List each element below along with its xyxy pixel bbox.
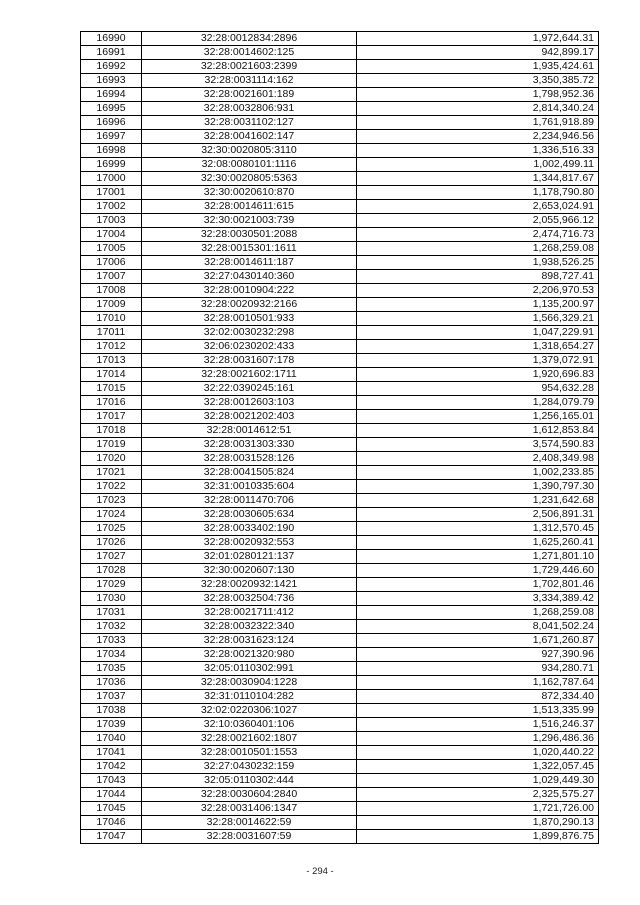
amount-cell: 1,336,516.33 [357,144,599,158]
table-row [81,620,599,634]
cadastral-number-cell: 32:28:0031607:178 [142,354,357,368]
amount-cell: 1,516,246.37 [357,718,599,732]
amount-cell: 2,653,024.91 [357,200,599,214]
table-row [81,284,599,298]
cadastral-number-cell: 32:28:0014612:51 [142,424,357,438]
row-number-cell: 17008 [81,284,142,298]
amount-cell: 1,231,642.68 [357,494,599,508]
amount-cell: 1,938,526.25 [357,256,599,270]
table-row [81,718,599,732]
cadastral-number-cell: 32:28:0010501:933 [142,312,357,326]
row-number-cell: 17005 [81,242,142,256]
amount-cell: 1,029,449.30 [357,774,599,788]
cadastral-number-cell: 32:28:0015301:1611 [142,242,357,256]
table-row [81,424,599,438]
table-row [81,550,599,564]
amount-cell: 1,798,952.36 [357,88,599,102]
row-number-cell: 17045 [81,802,142,816]
amount-cell: 1,268,259.08 [357,242,599,256]
amount-cell: 1,513,335.99 [357,704,599,718]
table-row [81,592,599,606]
row-number-cell: 17016 [81,396,142,410]
cadastral-number-cell: 32:30:0020805:5363 [142,172,357,186]
cadastral-number-cell: 32:05:0110302:991 [142,662,357,676]
row-number-cell: 16998 [81,144,142,158]
row-number-cell: 17040 [81,732,142,746]
row-number-cell: 17039 [81,718,142,732]
cadastral-number-cell: 32:28:0032806:931 [142,102,357,116]
cadastral-number-cell: 32:28:0014611:615 [142,200,357,214]
amount-cell: 2,408,349.98 [357,452,599,466]
row-number-cell: 17034 [81,648,142,662]
table-row [81,690,599,704]
amount-cell: 1,135,200.97 [357,298,599,312]
table-row [81,200,599,214]
cadastral-number-cell: 32:28:0031406:1347 [142,802,357,816]
cadastral-number-cell: 32:28:0010904:222 [142,284,357,298]
cadastral-number-cell: 32:31:0110104:282 [142,690,357,704]
table-row [81,242,599,256]
amount-cell: 2,234,946.56 [357,130,599,144]
amount-cell: 1,002,499.11 [357,158,599,172]
row-number-cell: 17021 [81,466,142,480]
cadastral-number-cell: 32:10:0360401:106 [142,718,357,732]
table-row [81,298,599,312]
row-number-cell: 17026 [81,536,142,550]
amount-cell: 1,761,918.89 [357,116,599,130]
table-row [81,508,599,522]
row-number-cell: 17030 [81,592,142,606]
cadastral-number-cell: 32:27:0430140:360 [142,270,357,284]
amount-cell: 927,390.96 [357,648,599,662]
amount-cell: 1,344,817.67 [357,172,599,186]
table-row [81,536,599,550]
table-row [81,438,599,452]
table-row [81,340,599,354]
table-row [81,662,599,676]
table-row [81,452,599,466]
amount-cell: 1,972,644.31 [357,32,599,46]
amount-cell: 1,318,654.27 [357,340,599,354]
cadastral-number-cell: 32:28:0041505:824 [142,466,357,480]
amount-cell: 898,727.41 [357,270,599,284]
amount-cell: 2,325,575.27 [357,788,599,802]
row-number-cell: 17003 [81,214,142,228]
cadastral-number-cell: 32:28:0031102:127 [142,116,357,130]
row-number-cell: 17013 [81,354,142,368]
row-number-cell: 17036 [81,676,142,690]
amount-cell: 1,379,072.91 [357,354,599,368]
amount-cell: 2,506,891.31 [357,508,599,522]
row-number-cell: 17046 [81,816,142,830]
table-row [81,746,599,760]
row-number-cell: 16992 [81,60,142,74]
row-number-cell: 17042 [81,760,142,774]
cadastral-number-cell: 32:28:0030605:634 [142,508,357,522]
table-row [81,354,599,368]
amount-cell: 1,566,329.21 [357,312,599,326]
amount-cell: 1,178,790.80 [357,186,599,200]
cadastral-number-cell: 32:28:0014602:125 [142,46,357,60]
page-number: - 294 - [306,866,334,877]
cadastral-number-cell: 32:28:0041602:147 [142,130,357,144]
cadastral-number-cell: 32:28:0030904:1228 [142,676,357,690]
cadastral-number-cell: 32:31:0010335:604 [142,480,357,494]
row-number-cell: 17044 [81,788,142,802]
row-number-cell: 17033 [81,634,142,648]
row-number-cell: 17020 [81,452,142,466]
row-number-cell: 16991 [81,46,142,60]
amount-cell: 1,920,696.83 [357,368,599,382]
cadastral-number-cell: 32:06:0230202:433 [142,340,357,354]
row-number-cell: 17000 [81,172,142,186]
cadastral-number-cell: 32:27:0430232:159 [142,760,357,774]
row-number-cell: 17032 [81,620,142,634]
amount-cell: 1,047,229.91 [357,326,599,340]
table-row [81,396,599,410]
amount-cell: 1,729,446.60 [357,564,599,578]
cadastral-number-cell: 32:28:0031607:59 [142,830,357,844]
amount-cell: 1,721,726.00 [357,802,599,816]
amount-cell: 2,055,966.12 [357,214,599,228]
row-number-cell: 17047 [81,830,142,844]
table-row [81,270,599,284]
cadastral-number-cell: 32:28:0030501:2088 [142,228,357,242]
table-row [81,144,599,158]
row-number-cell: 17043 [81,774,142,788]
table-row [81,130,599,144]
amount-cell: 3,574,590.83 [357,438,599,452]
table-row [81,326,599,340]
row-number-cell: 17037 [81,690,142,704]
cadastral-number-cell: 32:28:0031623:124 [142,634,357,648]
cadastral-number-cell: 32:08:0080101:1116 [142,158,357,172]
cadastral-number-cell: 32:28:0012834:2896 [142,32,357,46]
row-number-cell: 16997 [81,130,142,144]
table-row [81,172,599,186]
cadastral-number-cell: 32:28:0031303:330 [142,438,357,452]
row-number-cell: 17035 [81,662,142,676]
cadastral-number-cell: 32:28:0014622:59 [142,816,357,830]
cadastral-number-cell: 32:28:0021320:980 [142,648,357,662]
row-number-cell: 17038 [81,704,142,718]
table-row [81,60,599,74]
amount-cell: 1,256,165.01 [357,410,599,424]
table-row [81,116,599,130]
table-row [81,802,599,816]
amount-cell: 3,350,385.72 [357,74,599,88]
table-row [81,648,599,662]
row-number-cell: 17015 [81,382,142,396]
table-row [81,228,599,242]
amount-cell: 954,632.28 [357,382,599,396]
row-number-cell: 17029 [81,578,142,592]
table-row [81,676,599,690]
cadastral-number-cell: 32:28:0021602:1711 [142,368,357,382]
table-row [81,32,599,46]
cadastral-number-cell: 32:28:0021202:403 [142,410,357,424]
row-number-cell: 17018 [81,424,142,438]
table-row [81,774,599,788]
cadastral-number-cell: 32:28:0021603:2399 [142,60,357,74]
row-number-cell: 16990 [81,32,142,46]
amount-cell: 1,271,801.10 [357,550,599,564]
amount-cell: 1,612,853.84 [357,424,599,438]
table-row [81,480,599,494]
table-row [81,312,599,326]
cadastral-number-cell: 32:28:0020932:1421 [142,578,357,592]
table-row [81,732,599,746]
row-number-cell: 17009 [81,298,142,312]
table-row [81,186,599,200]
cadastral-number-cell: 32:28:0031114:162 [142,74,357,88]
cadastral-number-cell: 32:30:0020610:870 [142,186,357,200]
amount-cell: 1,322,057.45 [357,760,599,774]
cadastral-number-cell: 32:28:0030604:2840 [142,788,357,802]
amount-cell: 942,899.17 [357,46,599,60]
cadastral-number-cell: 32:28:0021602:1807 [142,732,357,746]
table-row [81,816,599,830]
row-number-cell: 17004 [81,228,142,242]
table-row [81,102,599,116]
row-number-cell: 17014 [81,368,142,382]
row-number-cell: 17011 [81,326,142,340]
table-row [81,578,599,592]
data-table [80,31,599,844]
cadastral-number-cell: 32:28:0010501:1553 [142,746,357,760]
cadastral-number-cell: 32:28:0021711:412 [142,606,357,620]
row-number-cell: 17023 [81,494,142,508]
table-row [81,88,599,102]
row-number-cell: 17001 [81,186,142,200]
row-number-cell: 17012 [81,340,142,354]
amount-cell: 872,334.40 [357,690,599,704]
table-row [81,704,599,718]
table-row [81,410,599,424]
cadastral-number-cell: 32:28:0012603:103 [142,396,357,410]
cadastral-number-cell: 32:28:0020932:2166 [142,298,357,312]
row-number-cell: 16993 [81,74,142,88]
amount-cell: 1,671,260.87 [357,634,599,648]
table-row [81,466,599,480]
amount-cell: 934,280.71 [357,662,599,676]
table-row [81,46,599,60]
cadastral-number-cell: 32:28:0032322:340 [142,620,357,634]
cadastral-number-cell: 32:28:0032504:736 [142,592,357,606]
row-number-cell: 16994 [81,88,142,102]
amount-cell: 8,041,502.24 [357,620,599,634]
cadastral-number-cell: 32:30:0021003:739 [142,214,357,228]
row-number-cell: 17002 [81,200,142,214]
amount-cell: 1,284,079.79 [357,396,599,410]
row-number-cell: 16996 [81,116,142,130]
amount-cell: 1,935,424.61 [357,60,599,74]
table-row [81,606,599,620]
amount-cell: 1,312,570.45 [357,522,599,536]
cadastral-number-cell: 32:28:0033402:190 [142,522,357,536]
table-row [81,382,599,396]
amount-cell: 1,268,259.08 [357,606,599,620]
cadastral-number-cell: 32:28:0020932:553 [142,536,357,550]
cadastral-number-cell: 32:01:0280121:137 [142,550,357,564]
cadastral-number-cell: 32:22:0390245:161 [142,382,357,396]
table-row [81,522,599,536]
row-number-cell: 17024 [81,508,142,522]
cadastral-number-cell: 32:28:0031528:126 [142,452,357,466]
table-row [81,74,599,88]
row-number-cell: 17019 [81,438,142,452]
amount-cell: 1,162,787.64 [357,676,599,690]
row-number-cell: 17041 [81,746,142,760]
row-number-cell: 17007 [81,270,142,284]
amount-cell: 2,814,340.24 [357,102,599,116]
cadastral-number-cell: 32:02:0220306:1027 [142,704,357,718]
amount-cell: 1,390,797.30 [357,480,599,494]
cadastral-number-cell: 32:30:0020805:3110 [142,144,357,158]
amount-cell: 1,002,233.85 [357,466,599,480]
amount-cell: 3,334,389.42 [357,592,599,606]
table-row [81,634,599,648]
cadastral-number-cell: 32:28:0014611:187 [142,256,357,270]
table-body [81,32,599,844]
table-row [81,760,599,774]
amount-cell: 1,702,801.46 [357,578,599,592]
cadastral-number-cell: 32:05:0110302:444 [142,774,357,788]
table-row [81,158,599,172]
amount-cell: 1,625,260.41 [357,536,599,550]
amount-cell: 2,474,716.73 [357,228,599,242]
row-number-cell: 17006 [81,256,142,270]
row-number-cell: 17031 [81,606,142,620]
row-number-cell: 17010 [81,312,142,326]
amount-cell: 1,020,440.22 [357,746,599,760]
row-number-cell: 17028 [81,564,142,578]
row-number-cell: 17022 [81,480,142,494]
cadastral-number-cell: 32:28:0021601:189 [142,88,357,102]
row-number-cell: 16999 [81,158,142,172]
table-row [81,368,599,382]
amount-cell: 1,870,290.13 [357,816,599,830]
cadastral-number-cell: 32:30:0020607:130 [142,564,357,578]
table-row [81,830,599,844]
cadastral-number-cell: 32:28:0011470:706 [142,494,357,508]
amount-cell: 1,296,486.36 [357,732,599,746]
table-row [81,214,599,228]
table-row [81,494,599,508]
table-row [81,564,599,578]
row-number-cell: 17017 [81,410,142,424]
row-number-cell: 17025 [81,522,142,536]
table-row [81,788,599,802]
amount-cell: 1,899,876.75 [357,830,599,844]
amount-cell: 2,206,970.53 [357,284,599,298]
cadastral-number-cell: 32:02:0030232:298 [142,326,357,340]
row-number-cell: 16995 [81,102,142,116]
table-row [81,256,599,270]
row-number-cell: 17027 [81,550,142,564]
